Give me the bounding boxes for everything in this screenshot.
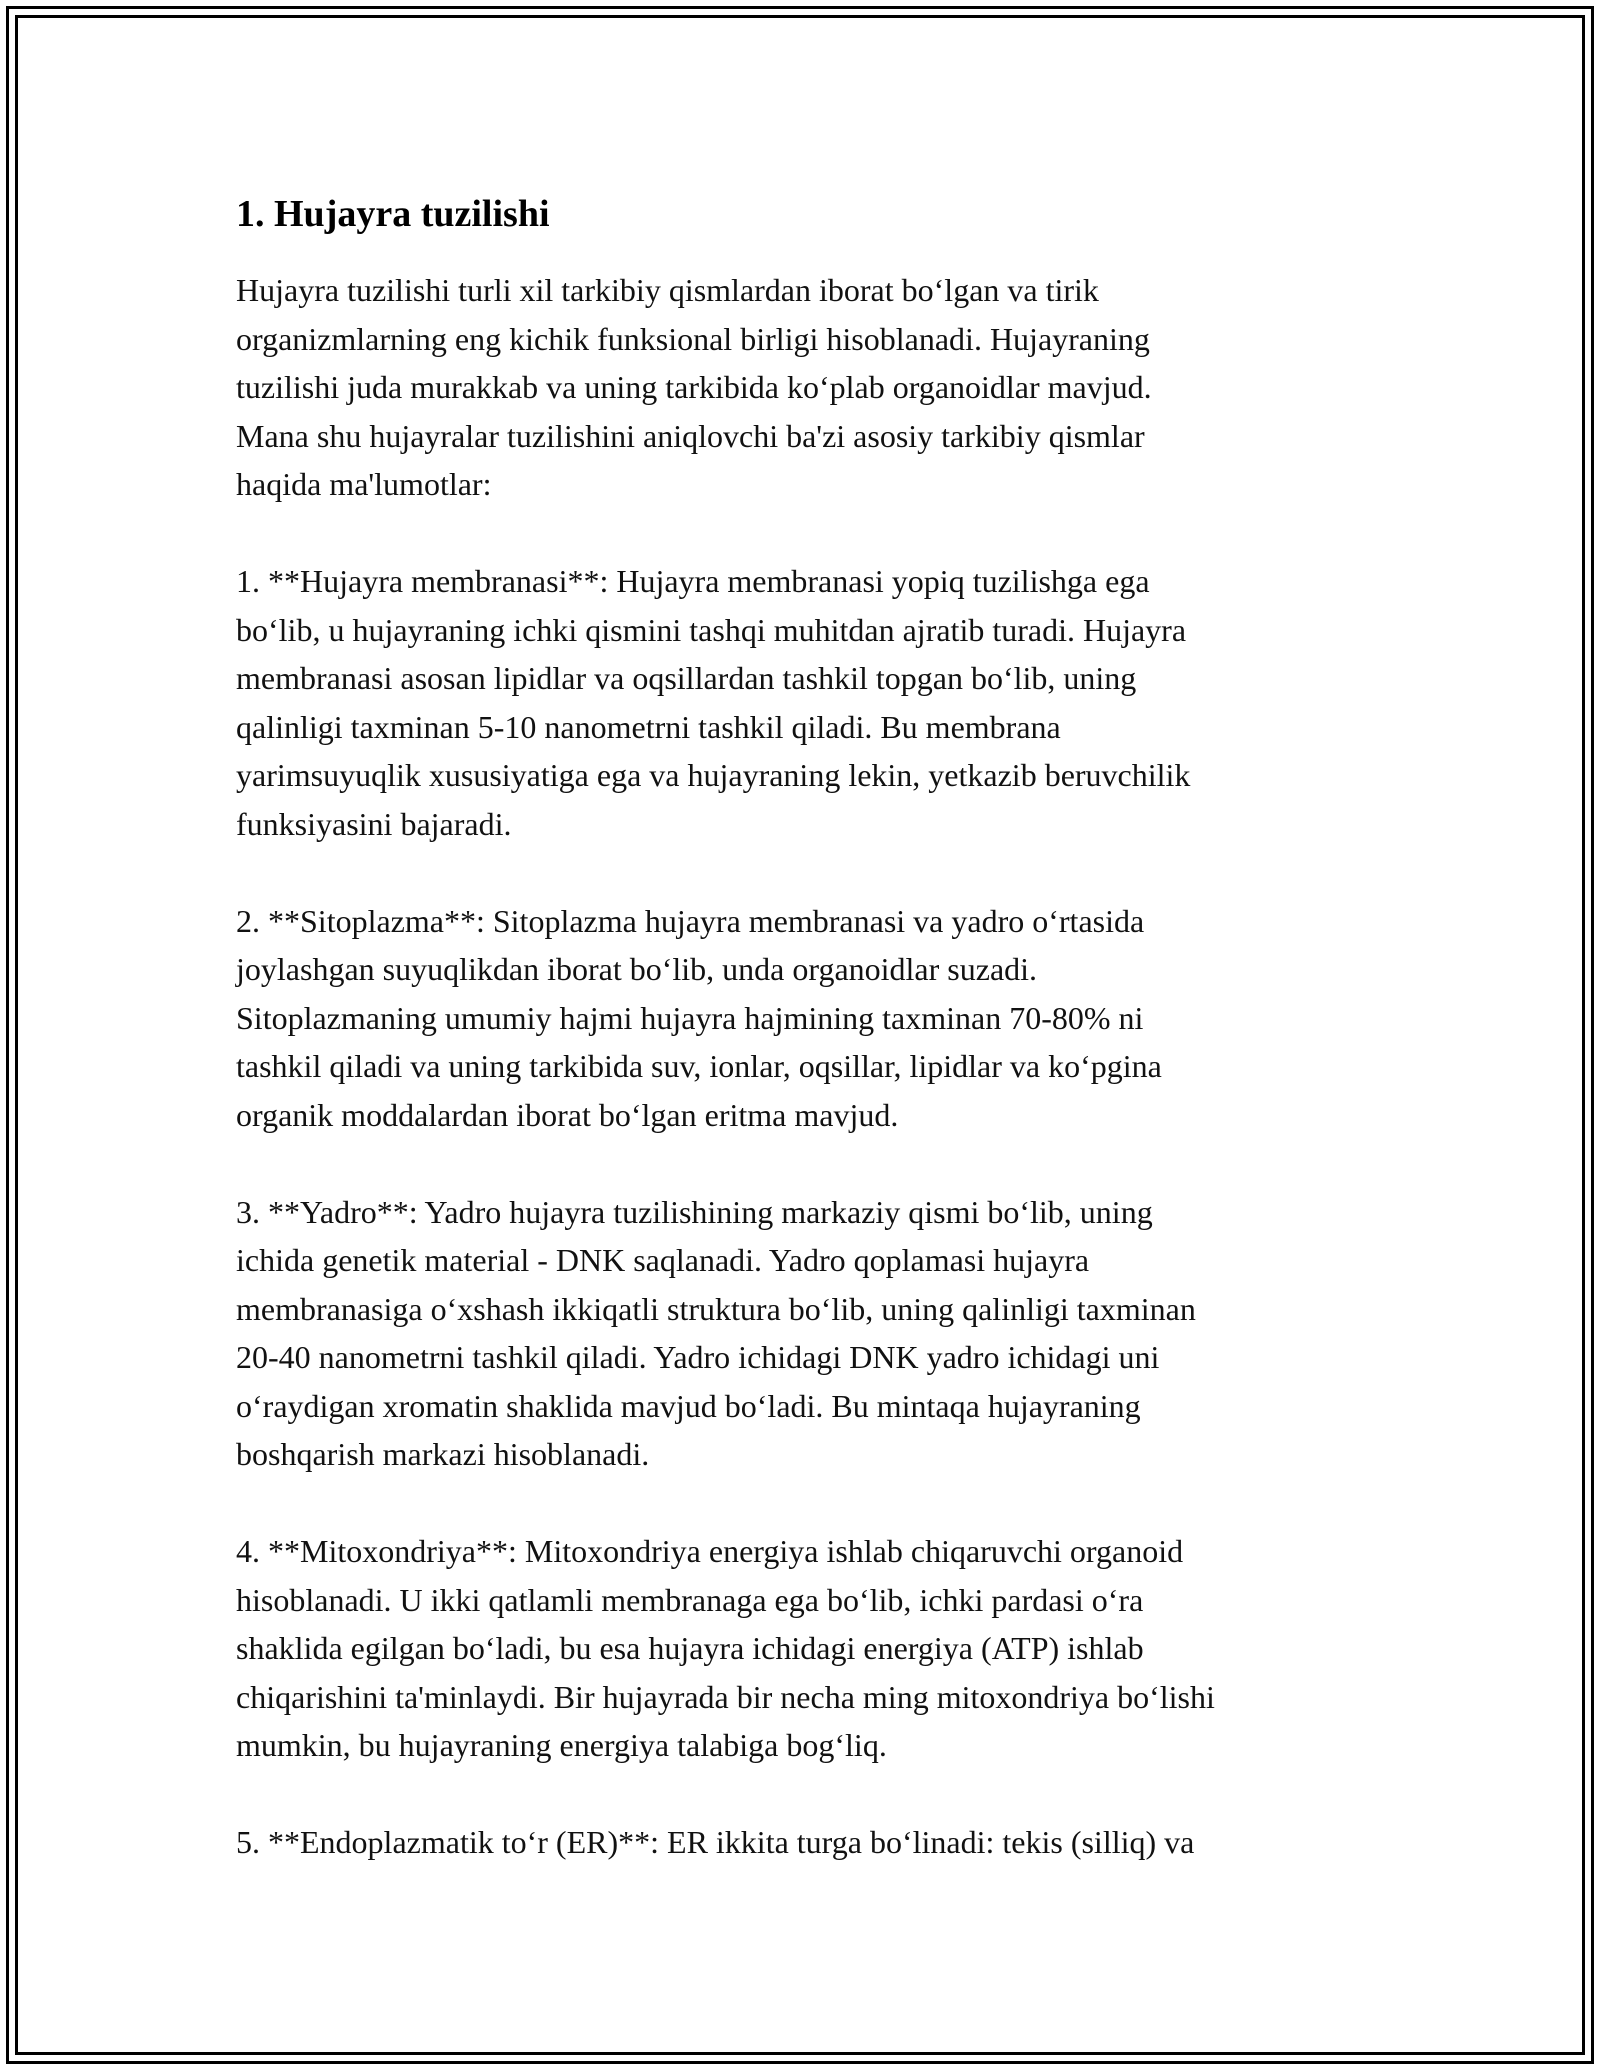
list-item-cytoplasm: 2. **Sitoplazma**: Sitoplazma hujayra membranasi va yadro o‘rtasida joylashgan suyuqlikdan iborat bo‘lib, unda organoidlar suzadi. Sitoplazmaning umumiy hajmi hujayra hajmining taxminan 70-80% ni tashkil qiladi va uning tarkibida suv, ionlar, oqsillar, lipidlar va ko‘pgina organik moddalardan iborat bo‘lgan eritma mavjud.	[236, 902, 1162, 1133]
list-item-endoplasmic-reticulum: 5. **Endoplazmatik to‘r (ER)**: ER ikkita turga bo‘linadi: tekis (silliq) va	[236, 1824, 1195, 1860]
list-item-nucleus: 3. **Yadro**: Yadro hujayra tuzilishining markaziy qismi bo‘lib, uning ichida genetik material - DNK saqlanadi. Yadro qoplamasi hujayra membranasiga o‘xshash ikkiqatli struktura bo‘lib, uning qalinligi taxminan 20-40 nanometrni tashkil qiladi. Yadro ichidagi DNK yadro ichidagi uni o‘raydigan xromatin shaklida mavjud bo‘ladi. Bu mintaqa hujayraning boshqarish markazi hisoblanadi.	[236, 1193, 1196, 1472]
document-page	[236, 186, 1396, 1915]
list-item-cell-membrane: 1. **Hujayra membranasi**: Hujayra membranasi yopiq tuzilishga ega bo‘lib, u hujayraning ichki qismini tashqi muhitdan ajratib turadi. Hujayra membranasi asosan lipidlar va oqsillardan tashkil topgan bo‘lib, uning qalinligi taxminan 5-10 nanometrni tashkil qiladi. Bu membrana yarimsuyuqlik xususiyatiga ega va hujayraning lekin, yetkazib beruvchilik funksiyasini bajaradi.	[236, 563, 1191, 842]
intro-paragraph: Hujayra tuzilishi turli xil tarkibiy qismlardan iborat bo‘lgan va tirik organizmlarning eng kichik funksional birligi hisoblanadi. Hujayraning tuzilishi juda murakkab va uning tarkibida ko‘plab organoidlar mavjud. Mana shu hujayralar tuzilishini aniqlovchi ba'zi asosiy tarkibiy qismlar haqida ma'lumotlar:	[236, 272, 1152, 502]
section-heading: 1. Hujayra tuzilishi	[236, 193, 550, 235]
list-item-mitochondria: 4. **Mitoxondriya**: Mitoxondriya energiya ishlab chiqaruvchi organoid hisoblanadi. U ikki qatlamli membranaga ega bo‘lib, ichki pardasi o‘ra shaklida egilgan bo‘ladi, bu esa hujayra ichidagi energiya (ATP) ishlab chiqarishini ta'minlaydi. Bir hujayrada bir necha ming mitoxondriya bo‘lishi mumkin, bu hujayraning energiya talabiga bog‘liq.	[236, 1533, 1215, 1763]
